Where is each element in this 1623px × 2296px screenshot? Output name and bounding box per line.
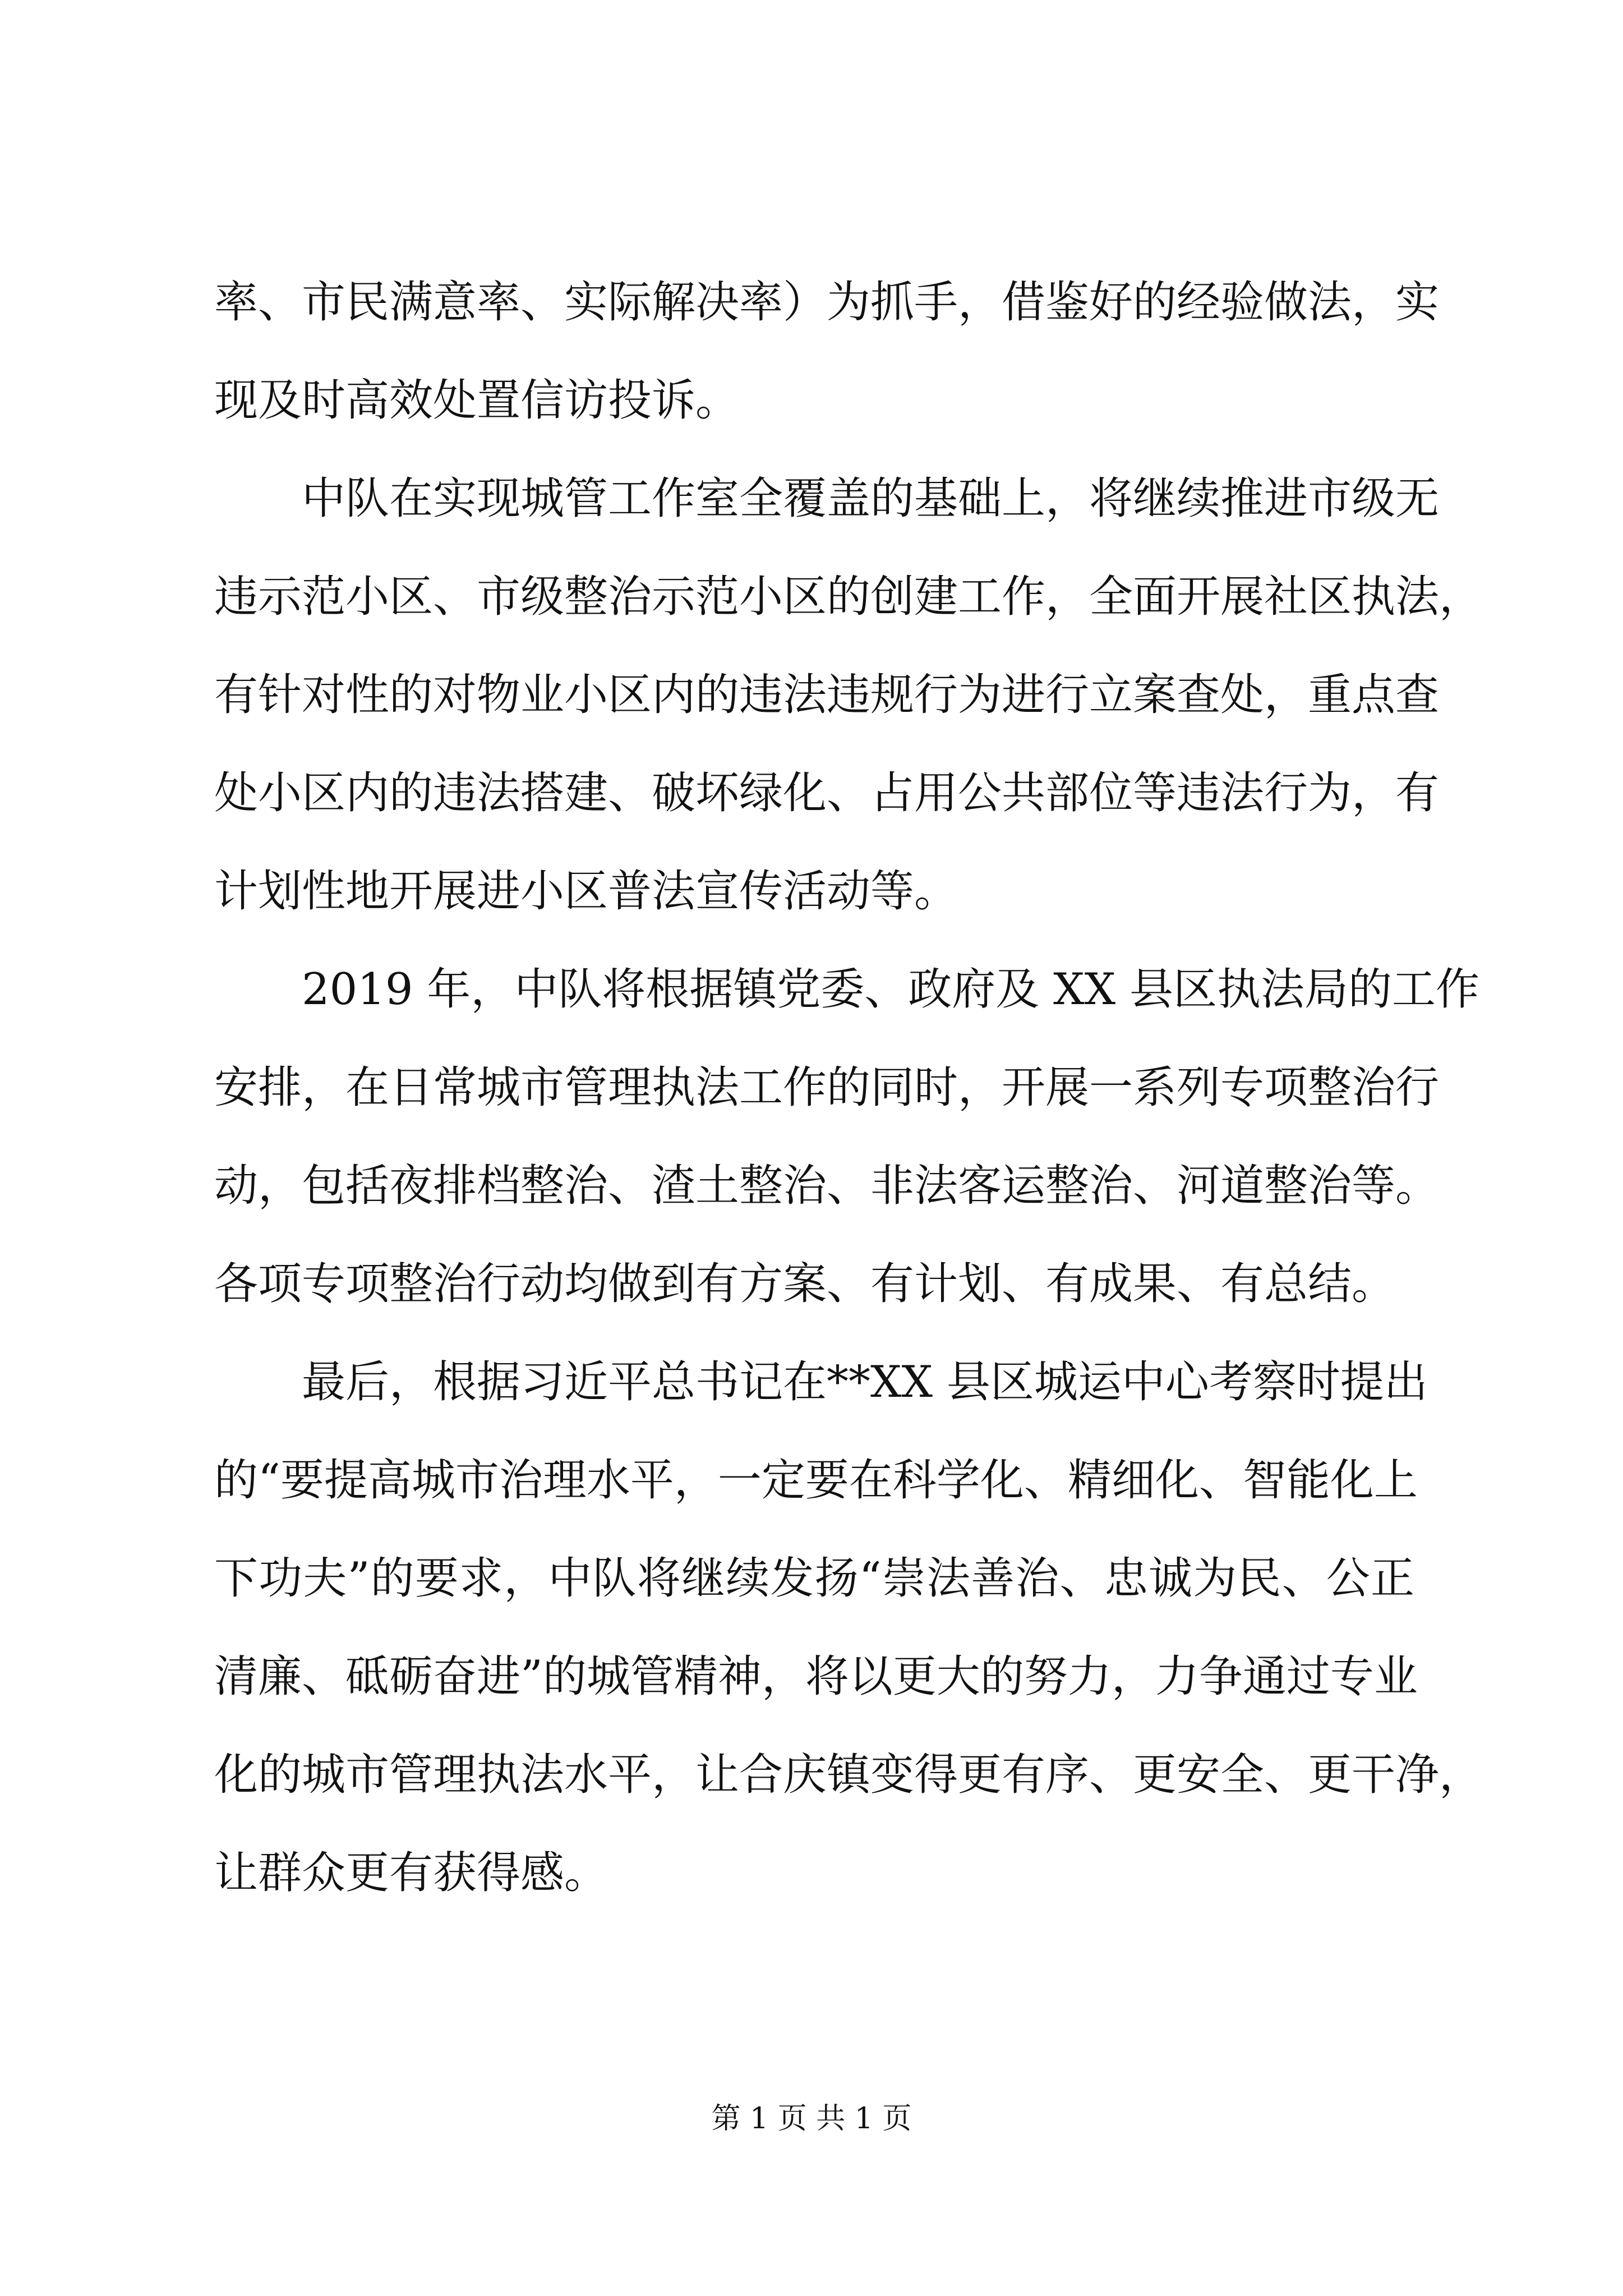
paragraph-4-line-4: 清廉、砥砺奋进”的城管精神，将以更大的努力，力争通过专业 (214, 1651, 1418, 1702)
paragraph-1-line-2: 现及时高效处置信访投诉。 (214, 375, 740, 426)
paragraph-4-line-1: 最后，根据习近平总书记在**XX 县区城运中心考察时提出 (302, 1357, 1428, 1407)
paragraph-4-line-6: 让群众更有获得感。 (214, 1848, 608, 1898)
document-body (214, 277, 1483, 1949)
paragraph-4-line-3: 下功夫”的要求，中队将继续发扬“崇法善治、忠诚为民、公正 (214, 1553, 1414, 1604)
paragraph-3-line-2: 安排，在日常城市管理执法工作的同时，开展一系列专项整治行 (214, 1062, 1440, 1113)
paragraph-4-line-5: 化的城市管理执法水平，让合庆镇变得更有序、更安全、更干净， (214, 1750, 1483, 1800)
paragraph-2-line-1: 中队在实现城管工作室全覆盖的基础上，将继续推进市级无 (302, 473, 1440, 524)
paragraph-1-line-1: 率、市民满意率、实际解决率）为抓手，借鉴好的经验做法，实 (214, 277, 1440, 328)
paragraph-2-line-5: 计划性地开展进小区普法宣传活动等。 (214, 866, 958, 917)
paragraph-2-line-4: 处小区内的违法搭建、破坏绿化、占用公共部位等违法行为，有 (214, 768, 1440, 818)
paragraph-2-line-3: 有针对性的对物业小区内的违法违规行为进行立案查处，重点查 (214, 670, 1440, 720)
paragraph-3-line-3: 动，包括夜排档整治、渣土整治、非法客运整治、河道整治等。 (214, 1161, 1440, 1211)
paragraph-4-line-2: 的“要提高城市治理水平，一定要在科学化、精细化、智能化上 (214, 1455, 1418, 1506)
paragraph-3-line-4: 各项专项整治行动均做到有方案、有计划、有成果、有总结。 (214, 1259, 1396, 1309)
paragraph-3-line-1: 2019 年，中队将根据镇党委、政府及 XX 县区执法局的工作 (302, 964, 1479, 1015)
page-number-footer: 第 1 页 共 1 页 (711, 2102, 912, 2136)
paragraph-2-line-2: 违示范小区、市级整治示范小区的创建工作，全面开展社区执法， (214, 572, 1483, 622)
